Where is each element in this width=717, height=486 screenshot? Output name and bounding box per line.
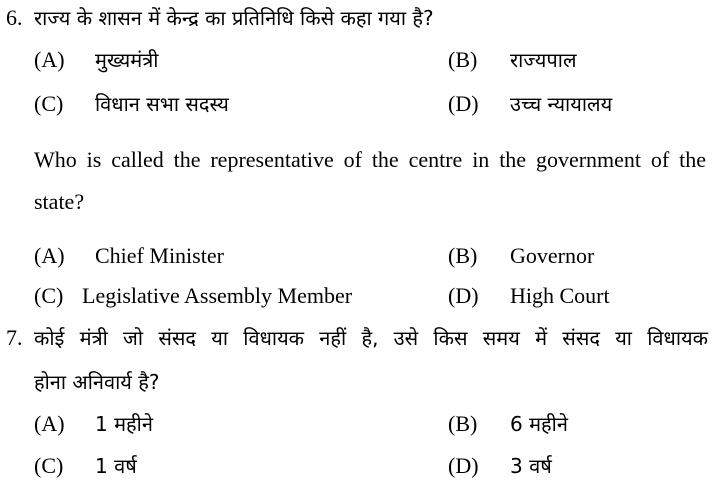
- q6-english-option-b-label: (B): [448, 243, 478, 268]
- q6-english-option-d-label: (D): [448, 283, 479, 308]
- q6-hindi-options-row-1: [0, 40, 717, 80]
- q6-hindi-option-d-text: उच्च न्यायालय: [510, 92, 613, 116]
- q6-english-options-row-2: [0, 276, 717, 316]
- q6-hindi-option-c-text: विधान सभा सदस्य: [95, 92, 229, 116]
- q6-hindi-option-c-label: (C): [34, 91, 64, 116]
- q6-english-options-row-1: [0, 236, 717, 276]
- q6-english-option-c-label: (C): [34, 283, 64, 308]
- q6-hindi-option-a-label: (A): [34, 47, 65, 72]
- q7-option-b-text: 6 महीने: [510, 412, 568, 436]
- q6-english-option-c-text: Legislative Assembly Member: [82, 283, 353, 308]
- q7-hindi-options-row-2: [0, 446, 717, 486]
- q6-hindi-question-line: [0, 0, 717, 38]
- q6-number: 6.: [6, 5, 23, 30]
- q6-english-option-a-label: (A): [34, 243, 65, 268]
- q6-english-option-a-text: Chief Minister: [95, 243, 224, 268]
- q7-option-c-label: (C): [34, 453, 64, 478]
- q7-hindi-question-line-1: [0, 318, 717, 358]
- q6-hindi-option-b-text: राज्यपाल: [510, 48, 577, 72]
- q7-option-a-text: 1 महीने: [95, 412, 153, 436]
- q7-option-c-text: 1 वर्ष: [95, 454, 137, 478]
- q7-option-b-label: (B): [448, 411, 478, 436]
- q7-hindi-question-part-2: होना अनिवार्य है?: [34, 370, 160, 394]
- q6-hindi-question: राज्य के शासन में केन्द्र का प्रतिनिधि किसे कहा गया है?: [34, 6, 434, 30]
- q7-hindi-question-line-2: [0, 362, 717, 402]
- q7-option-a-label: (A): [34, 411, 65, 436]
- q7-number: 7.: [6, 325, 23, 350]
- q6-english-option-d-text: High Court: [510, 283, 610, 308]
- q6-hindi-option-a-text: मुख्यमंत्री: [95, 48, 159, 72]
- q7-hindi-options-row-1: [0, 404, 717, 444]
- q6-hindi-option-b-label: (B): [448, 47, 478, 72]
- q7-hindi-question-part-1: कोई मंत्री जो संसद या विधायक नहीं है, उसे किस समय में संसद या विधायक: [34, 326, 708, 350]
- q7-option-d-label: (D): [448, 453, 479, 478]
- q6-hindi-options-row-2: [0, 84, 717, 124]
- q6-english-question: Who is called the representative of the centre in the government of the state?: [34, 147, 706, 214]
- q6-hindi-option-d-label: (D): [448, 91, 479, 116]
- q7-option-d-text: 3 वर्ष: [510, 454, 552, 478]
- q6-english-option-b-text: Governor: [510, 243, 595, 268]
